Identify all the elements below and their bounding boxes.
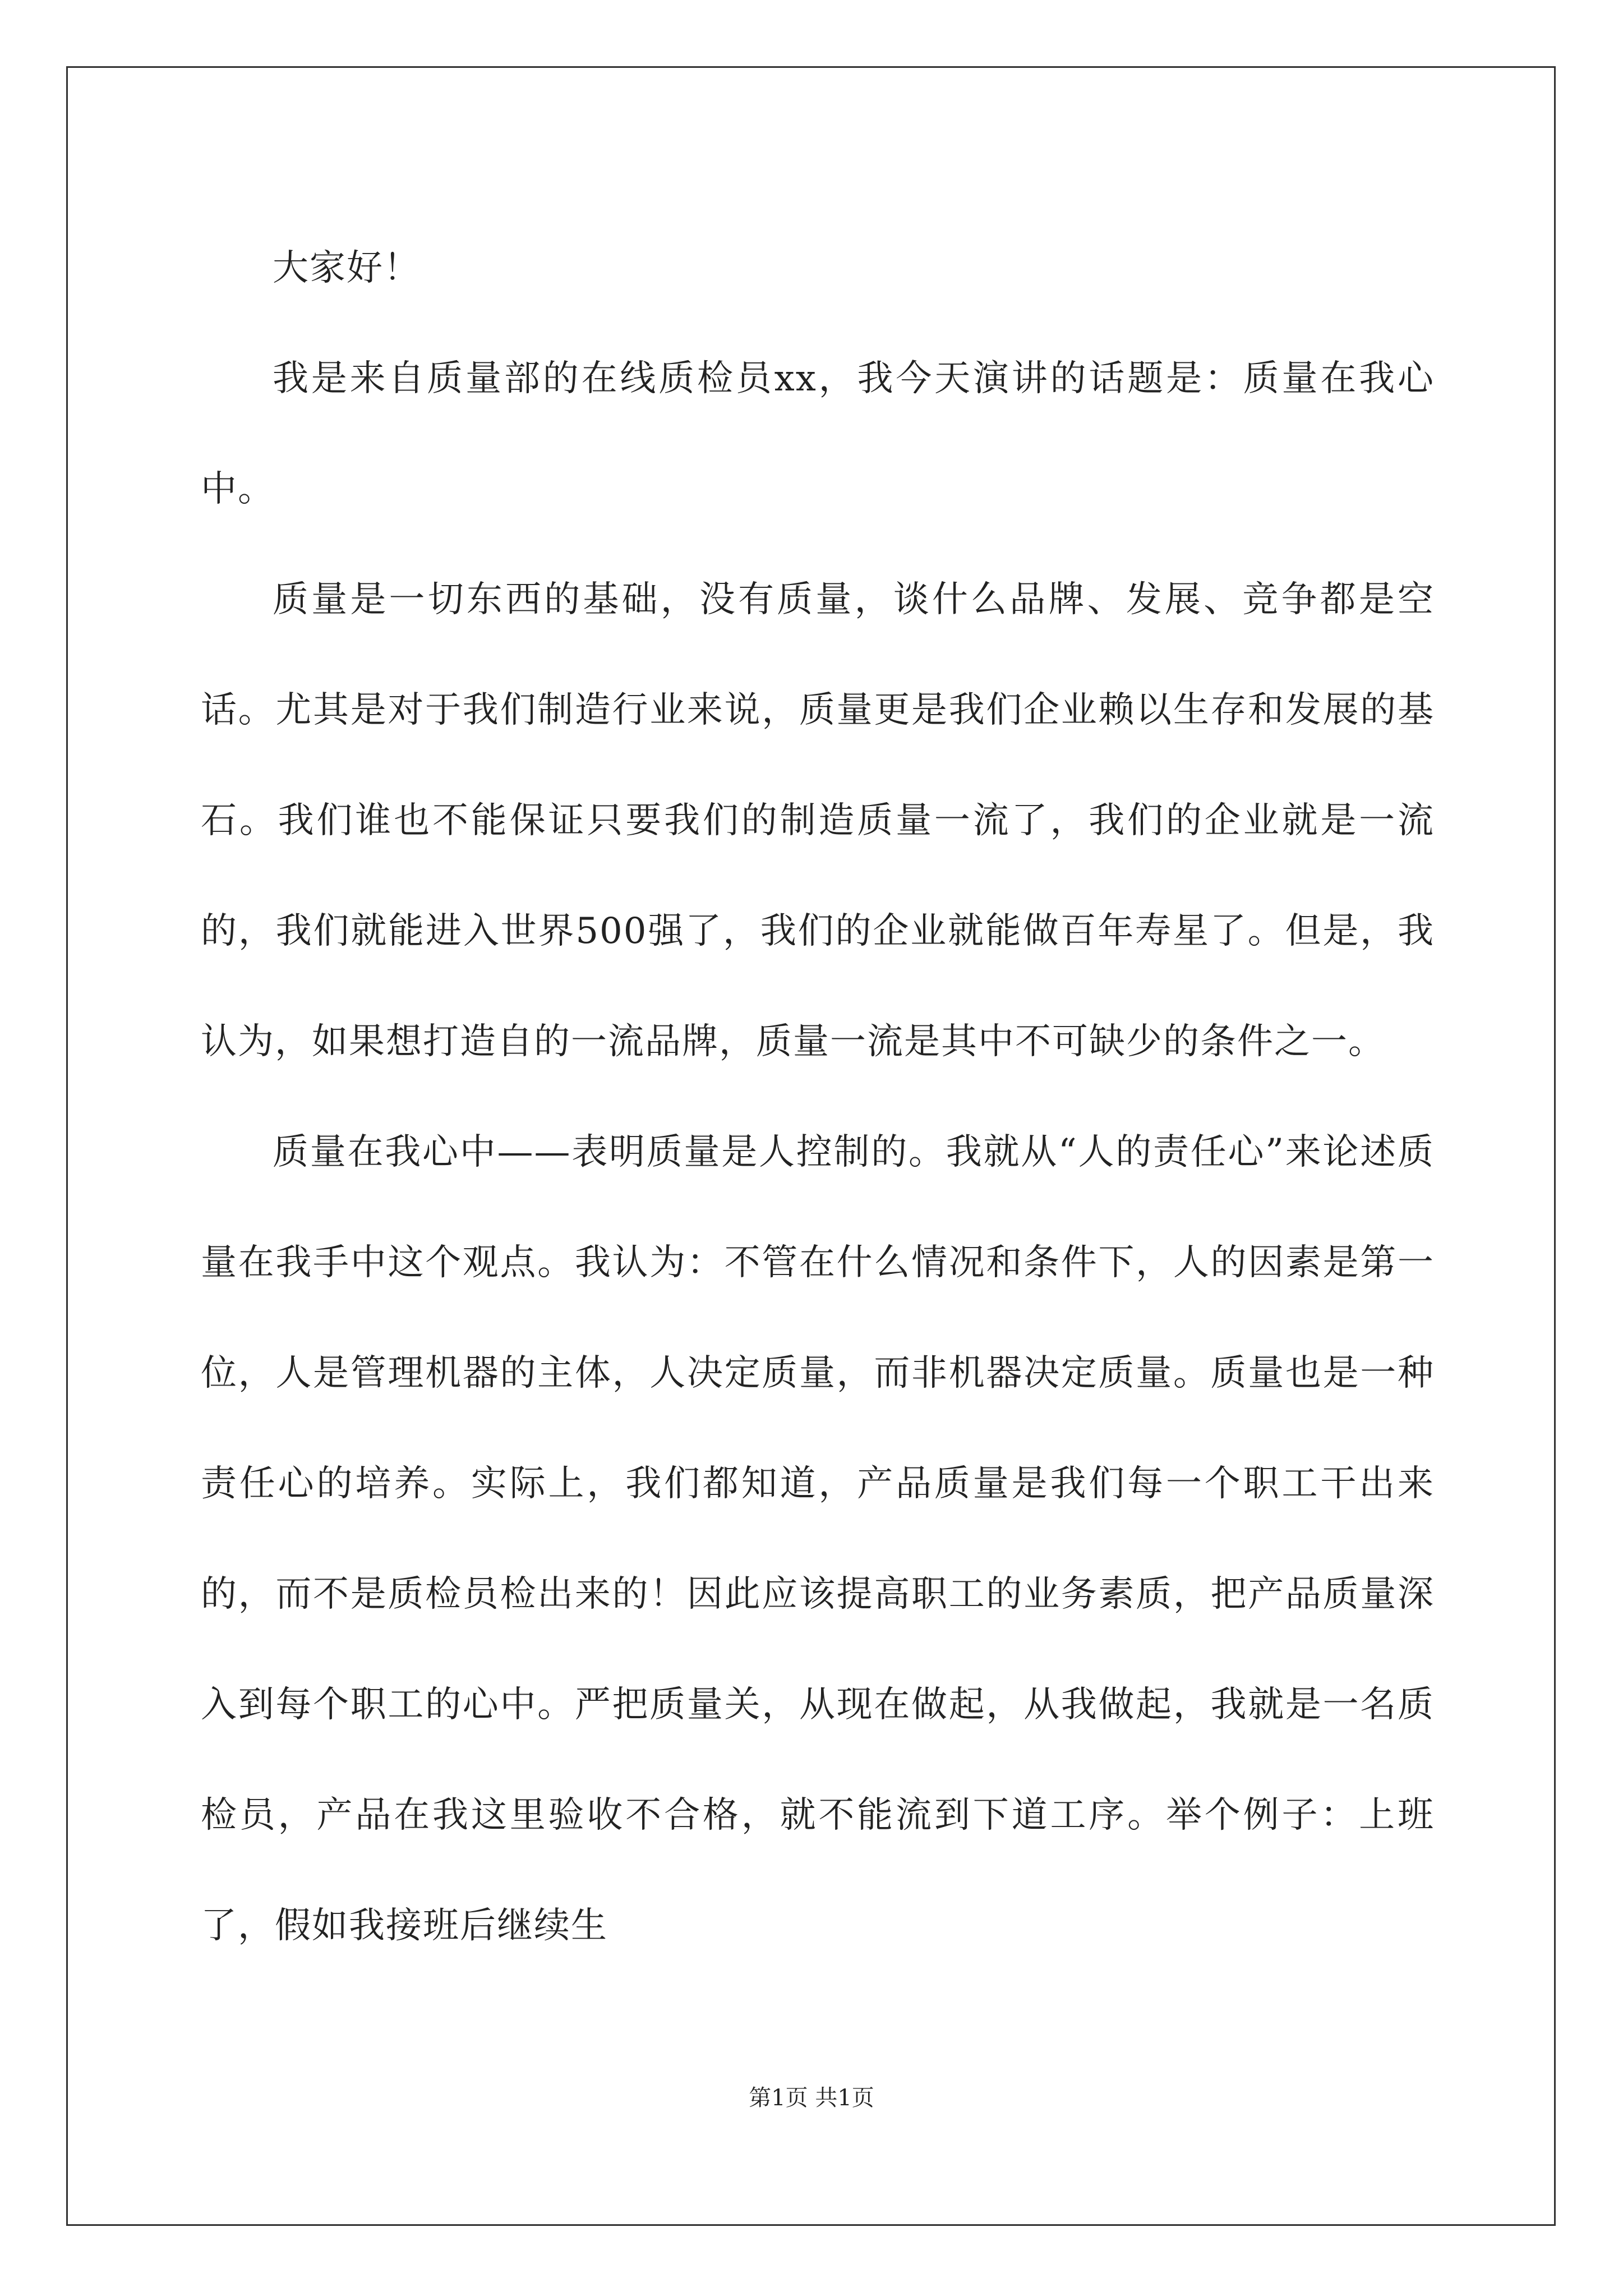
greeting: 大家好！ — [273, 247, 421, 289]
document-body — [201, 213, 1435, 1981]
paragraph-3: 质量在我心中——表明质量是人控制的。我就从“人的责任心”来论述质量在我手中这个观点。我认为：不管在什么情况和条件下，人的因素是第一位，人是管理机器的主体，人决定质量，而非机器决定质量。质量也是一种责任心的培养。实际上，我们都知道，产品质量是我们每一个职工干出来的，而不是质检员检出来的！因此应该提高职工的业务素质，把产品质量深入到每个职工的心中。严把质量关，从现在做起，从我做起，我就是一名质检员，产品在我这里验收不合格，就不能流到下道工序。举个例子：上班了，假如我接班后继续生 — [201, 1131, 1435, 1947]
page-footer: 第1页 共1页 — [749, 2085, 874, 2111]
paragraph-2: 质量是一切东西的基础，没有质量，谈什么品牌、发展、竞争都是空话。尤其是对于我们制造行业来说，质量更是我们企业赖以生存和发展的基石。我们谁也不能保证只要我们的制造质量一流了，我们的企业就是一流的，我们就能进入世界500强了，我们的企业就能做百年寿星了。但是，我认为，如果想打造自的一流品牌，质量一流是其中不可缺少的条件之一。 — [201, 579, 1435, 1062]
paragraph-1: 我是来自质量部的在线质检员xx，我今天演讲的话题是：质量在我心中。 — [201, 358, 1435, 510]
